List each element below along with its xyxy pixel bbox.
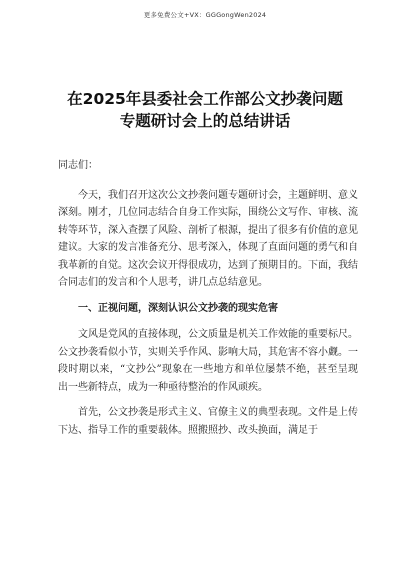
section1-paragraph-1: 文风是党风的直接体现，公文质量是机关工作效能的重要标尺。公文抄袭看似小节，实则关乎作风、影响大局，其危害不容小觑。一段时期以来，“文抄公”现象在一些地方和单位屡禁不绝，甚至呈现出一些新特点，成为一种亟待整治的作风顽疾。 <box>58 329 358 393</box>
document-title <box>40 88 370 132</box>
section-heading-1: 一、正视问题，深刻认识公文抄袭的现实危害 <box>78 302 278 314</box>
title-line-1: 在2025年县委社会工作部公文抄袭问题 <box>67 90 343 108</box>
intro-paragraph: 今天，我们召开这次公文抄袭问题专题研讨会，主题鲜明、意义深刻。刚才，几位同志结合自身工作实际，围绕公文写作、审核、流转等环节，深入查摆了风险、剖析了根源，提出了很多有价值的意见建议。大家的发言准备充分、思考深入，体现了直面问题的勇气和自我革新的自觉。这次会议开得很成功，达到了预期目的。下面，我结合同志们的发言和个人思考，讲几点总结意见。 <box>58 189 358 288</box>
salutation: 同志们： <box>58 160 98 171</box>
document-body <box>58 157 358 439</box>
section1-paragraph-2: 首先，公文抄袭是形式主义、官僚主义的典型表现。文件是上传下达、指导工作的重要载体。照搬照抄、改头换面，满足于 <box>58 407 358 436</box>
title-line-2: 专题研讨会上的总结讲话 <box>119 112 291 130</box>
page-header-watermark: 更多免费公文+VX：GGGongWen2024 <box>143 11 267 19</box>
